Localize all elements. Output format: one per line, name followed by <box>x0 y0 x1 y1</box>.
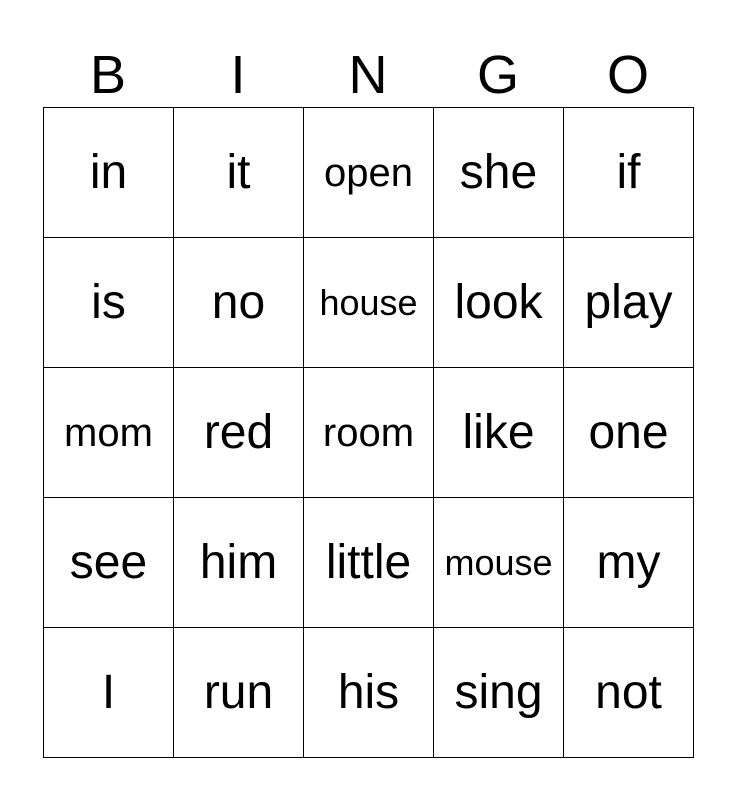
header-letter-b: B <box>89 45 127 105</box>
bingo-cell[interactable]: it <box>174 108 304 238</box>
bingo-cell[interactable]: mouse <box>434 498 564 628</box>
bingo-cell[interactable]: no <box>174 238 304 368</box>
bingo-cell[interactable]: one <box>564 368 694 498</box>
bingo-header <box>43 42 693 108</box>
bingo-cell[interactable]: run <box>174 628 304 758</box>
bingo-cell[interactable]: is <box>44 238 174 368</box>
bingo-cell[interactable]: his <box>304 628 434 758</box>
bingo-cell[interactable]: in <box>44 108 174 238</box>
bingo-cell[interactable]: if <box>564 108 694 238</box>
bingo-cell[interactable]: play <box>564 238 694 368</box>
header-letter-o: O <box>606 45 649 105</box>
bingo-cell[interactable]: red <box>174 368 304 498</box>
header-letter-i: I <box>230 45 246 105</box>
header-letter-n: N <box>348 45 388 105</box>
bingo-cell[interactable]: him <box>174 498 304 628</box>
bingo-cell[interactable]: not <box>564 628 694 758</box>
bingo-cell[interactable]: she <box>434 108 564 238</box>
bingo-cell[interactable]: look <box>434 238 564 368</box>
bingo-cell[interactable]: sing <box>434 628 564 758</box>
bingo-cell[interactable]: I <box>44 628 174 758</box>
bingo-cell[interactable]: see <box>44 498 174 628</box>
bingo-cell[interactable]: little <box>304 498 434 628</box>
bingo-cell[interactable]: room <box>304 368 434 498</box>
bingo-cell[interactable]: like <box>434 368 564 498</box>
header-letter-g: G <box>476 45 519 105</box>
bingo-cell[interactable]: house <box>304 238 434 368</box>
bingo-cell[interactable]: open <box>304 108 434 238</box>
bingo-board <box>43 107 694 758</box>
bingo-cell[interactable]: my <box>564 498 694 628</box>
bingo-cell[interactable]: mom <box>44 368 174 498</box>
